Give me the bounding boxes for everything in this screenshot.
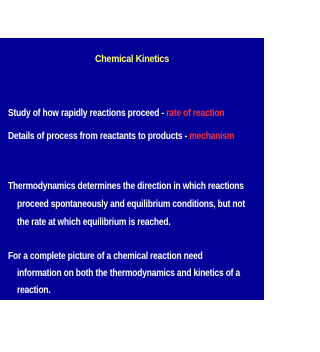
- paragraph-thermo-line-3: the rate at which equilibrium is reached.: [17, 216, 171, 228]
- paragraph-picture-line-3: reaction.: [17, 284, 51, 296]
- paragraph-mechanism-text: Details of process from reactants to products -: [8, 130, 190, 142]
- paragraph-thermo-line-2: proceed spontaneously and equilibrium conditions, but not: [17, 198, 245, 210]
- rate-of-reaction-highlight: rate of reaction: [166, 107, 225, 119]
- paragraph-rate-text: Study of how rapidly reactions proceed -: [8, 107, 167, 119]
- paragraph-thermo-line-1: Thermodynamics determines the direction in which reactions: [8, 180, 244, 192]
- mechanism-highlight: mechanism: [189, 130, 235, 142]
- paragraph-mechanism: [8, 130, 234, 142]
- slide: [0, 38, 264, 300]
- paragraph-rate: [8, 107, 224, 119]
- slide-title: Chemical Kinetics: [94, 53, 170, 65]
- paragraph-picture-line-1: For a complete picture of a chemical reaction need: [8, 250, 203, 262]
- paragraph-picture-line-2: information on both the thermodynamics and kinetics of a: [17, 267, 240, 279]
